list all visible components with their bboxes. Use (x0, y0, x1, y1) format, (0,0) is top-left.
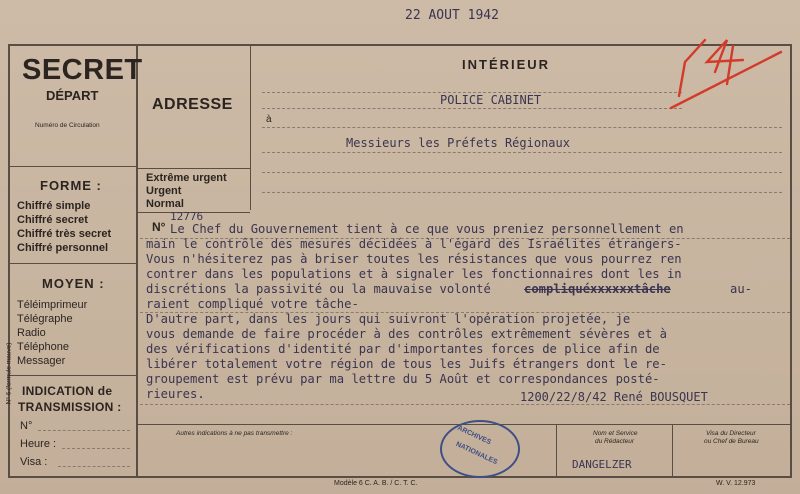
left-divider-1 (8, 166, 138, 167)
depart-label: DÉPART (46, 88, 99, 103)
au-text: au- (730, 282, 753, 296)
redacteur-name: DANGELZER (572, 458, 632, 471)
side-note: N° 6 (formule mauve) (5, 342, 13, 405)
adresse-divider-vertical (250, 44, 251, 210)
date-typed: 22 AOUT 1942 (405, 8, 499, 23)
archives-nationales-stamp (440, 420, 520, 478)
body-line: Vous n'hésiterez pas à briser toutes les résistances que vous pourrez ren (146, 252, 682, 266)
body-line: discrétions la passivité ou la mauvaise volonté (146, 282, 491, 296)
field-line-no (38, 430, 130, 431)
body-line: Le Chef du Gouvernement tient à ce que vous preniez personnellement en (170, 222, 684, 236)
visa-directeur-label: Visa du Directeur (706, 430, 756, 437)
moyen-title: MOYEN : (42, 276, 105, 291)
left-divider-2 (8, 263, 138, 264)
struck-text: compliquéxxxxxxtâche (524, 282, 671, 296)
autres-indications: Autres indications à ne pas transmettre : (176, 430, 293, 437)
forme-item: Chiffré simple (17, 200, 91, 212)
field-label-no: N° (20, 420, 33, 432)
transmission-title: TRANSMISSION : (18, 400, 122, 414)
forme-item: Chiffré secret (17, 214, 88, 226)
urgency-extreme: Extrême urgent (146, 172, 227, 184)
a-label: à (266, 114, 272, 125)
left-divider-3 (8, 375, 138, 376)
interieur-label: INTÉRIEUR (462, 57, 551, 72)
stamp-line-1: ARCHIVES (456, 424, 492, 447)
body-line: rieures. (146, 387, 205, 401)
frame-bottom (8, 476, 792, 478)
forme-title: FORME : (40, 178, 102, 193)
body-rule (140, 404, 790, 405)
addr-line-6 (262, 192, 782, 193)
footer-divider-1 (556, 424, 557, 476)
moyen-item: Téléphone (17, 341, 69, 353)
red-handwritten-mark (665, 22, 795, 112)
urgency-normal: Normal (146, 198, 184, 210)
signature-line: 1200/22/8/42 René BOUSQUET (520, 390, 708, 404)
moyen-item: Télégraphe (17, 313, 73, 325)
addr-line-5 (262, 172, 782, 173)
secret-title: SECRET (22, 54, 143, 86)
body-line: libérer totalement votre région de tous les Juifs étrangers dont le re- (146, 357, 667, 371)
footer-divider-2 (672, 424, 673, 476)
body-line: main le contrôle des mesures décidées à l'égard des Israélites étrangers- (146, 237, 682, 251)
forme-item: Chiffré très secret (17, 228, 112, 240)
stamp-line-2: NATIONALES (454, 440, 499, 467)
redacteur-label: du Rédacteur (595, 438, 635, 445)
prefets-addressee: Messieurs les Préfets Régionaux (346, 136, 570, 150)
field-line-visa (58, 466, 130, 467)
forme-item: Chiffré personnel (17, 242, 109, 254)
moyen-item: Radio (17, 327, 46, 339)
moyen-item: Téléimprimeur (17, 299, 88, 311)
numero-circulation-label: Numéro de Circulation (35, 122, 100, 129)
chef-bureau-label: ou Chef de Bureau (704, 438, 759, 445)
reference-label: W. V. 12.973 (716, 480, 756, 487)
field-label-heure: Heure : (20, 438, 57, 450)
adresse-label: ADRESSE (152, 96, 233, 113)
addr-line-3 (262, 127, 782, 128)
addr-line-2 (262, 108, 682, 109)
telegram-number: 12776 (170, 210, 204, 223)
nom-service-label: Nom et Service (593, 430, 638, 437)
body-line: contrer dans les populations et à signaler les fonctionnaires dont les in (146, 267, 682, 281)
urgency-urgent: Urgent (146, 185, 182, 197)
body-line: des vérifications d'identité par d'importantes forces de plice afin de (146, 342, 660, 356)
frame-left (8, 44, 10, 478)
body-line: vous demande de faire procéder à des contrôles extrêmement sévères et à (146, 327, 667, 341)
field-label-visa: Visa : (20, 456, 48, 468)
addr-line-4 (262, 152, 782, 153)
body-line: raient compliqué votre tâche- (146, 297, 359, 311)
indication-title: INDICATION de (22, 384, 113, 398)
no-label: N° (152, 220, 166, 234)
left-column-divider (136, 44, 138, 478)
urgency-top-line (138, 168, 250, 169)
body-line: groupement est prévu par ma lettre du 5 Août et correspondances posté- (146, 372, 660, 386)
field-line-heure (62, 448, 130, 449)
body-line: D'autre part, dans les jours qui suivront l'opération projetée, je (146, 312, 631, 326)
moyen-item: Messager (17, 355, 66, 367)
modele-label: Modèle 6 C. A. B. / C. T. C. (334, 480, 418, 487)
police-cabinet: POLICE CABINET (440, 93, 542, 107)
